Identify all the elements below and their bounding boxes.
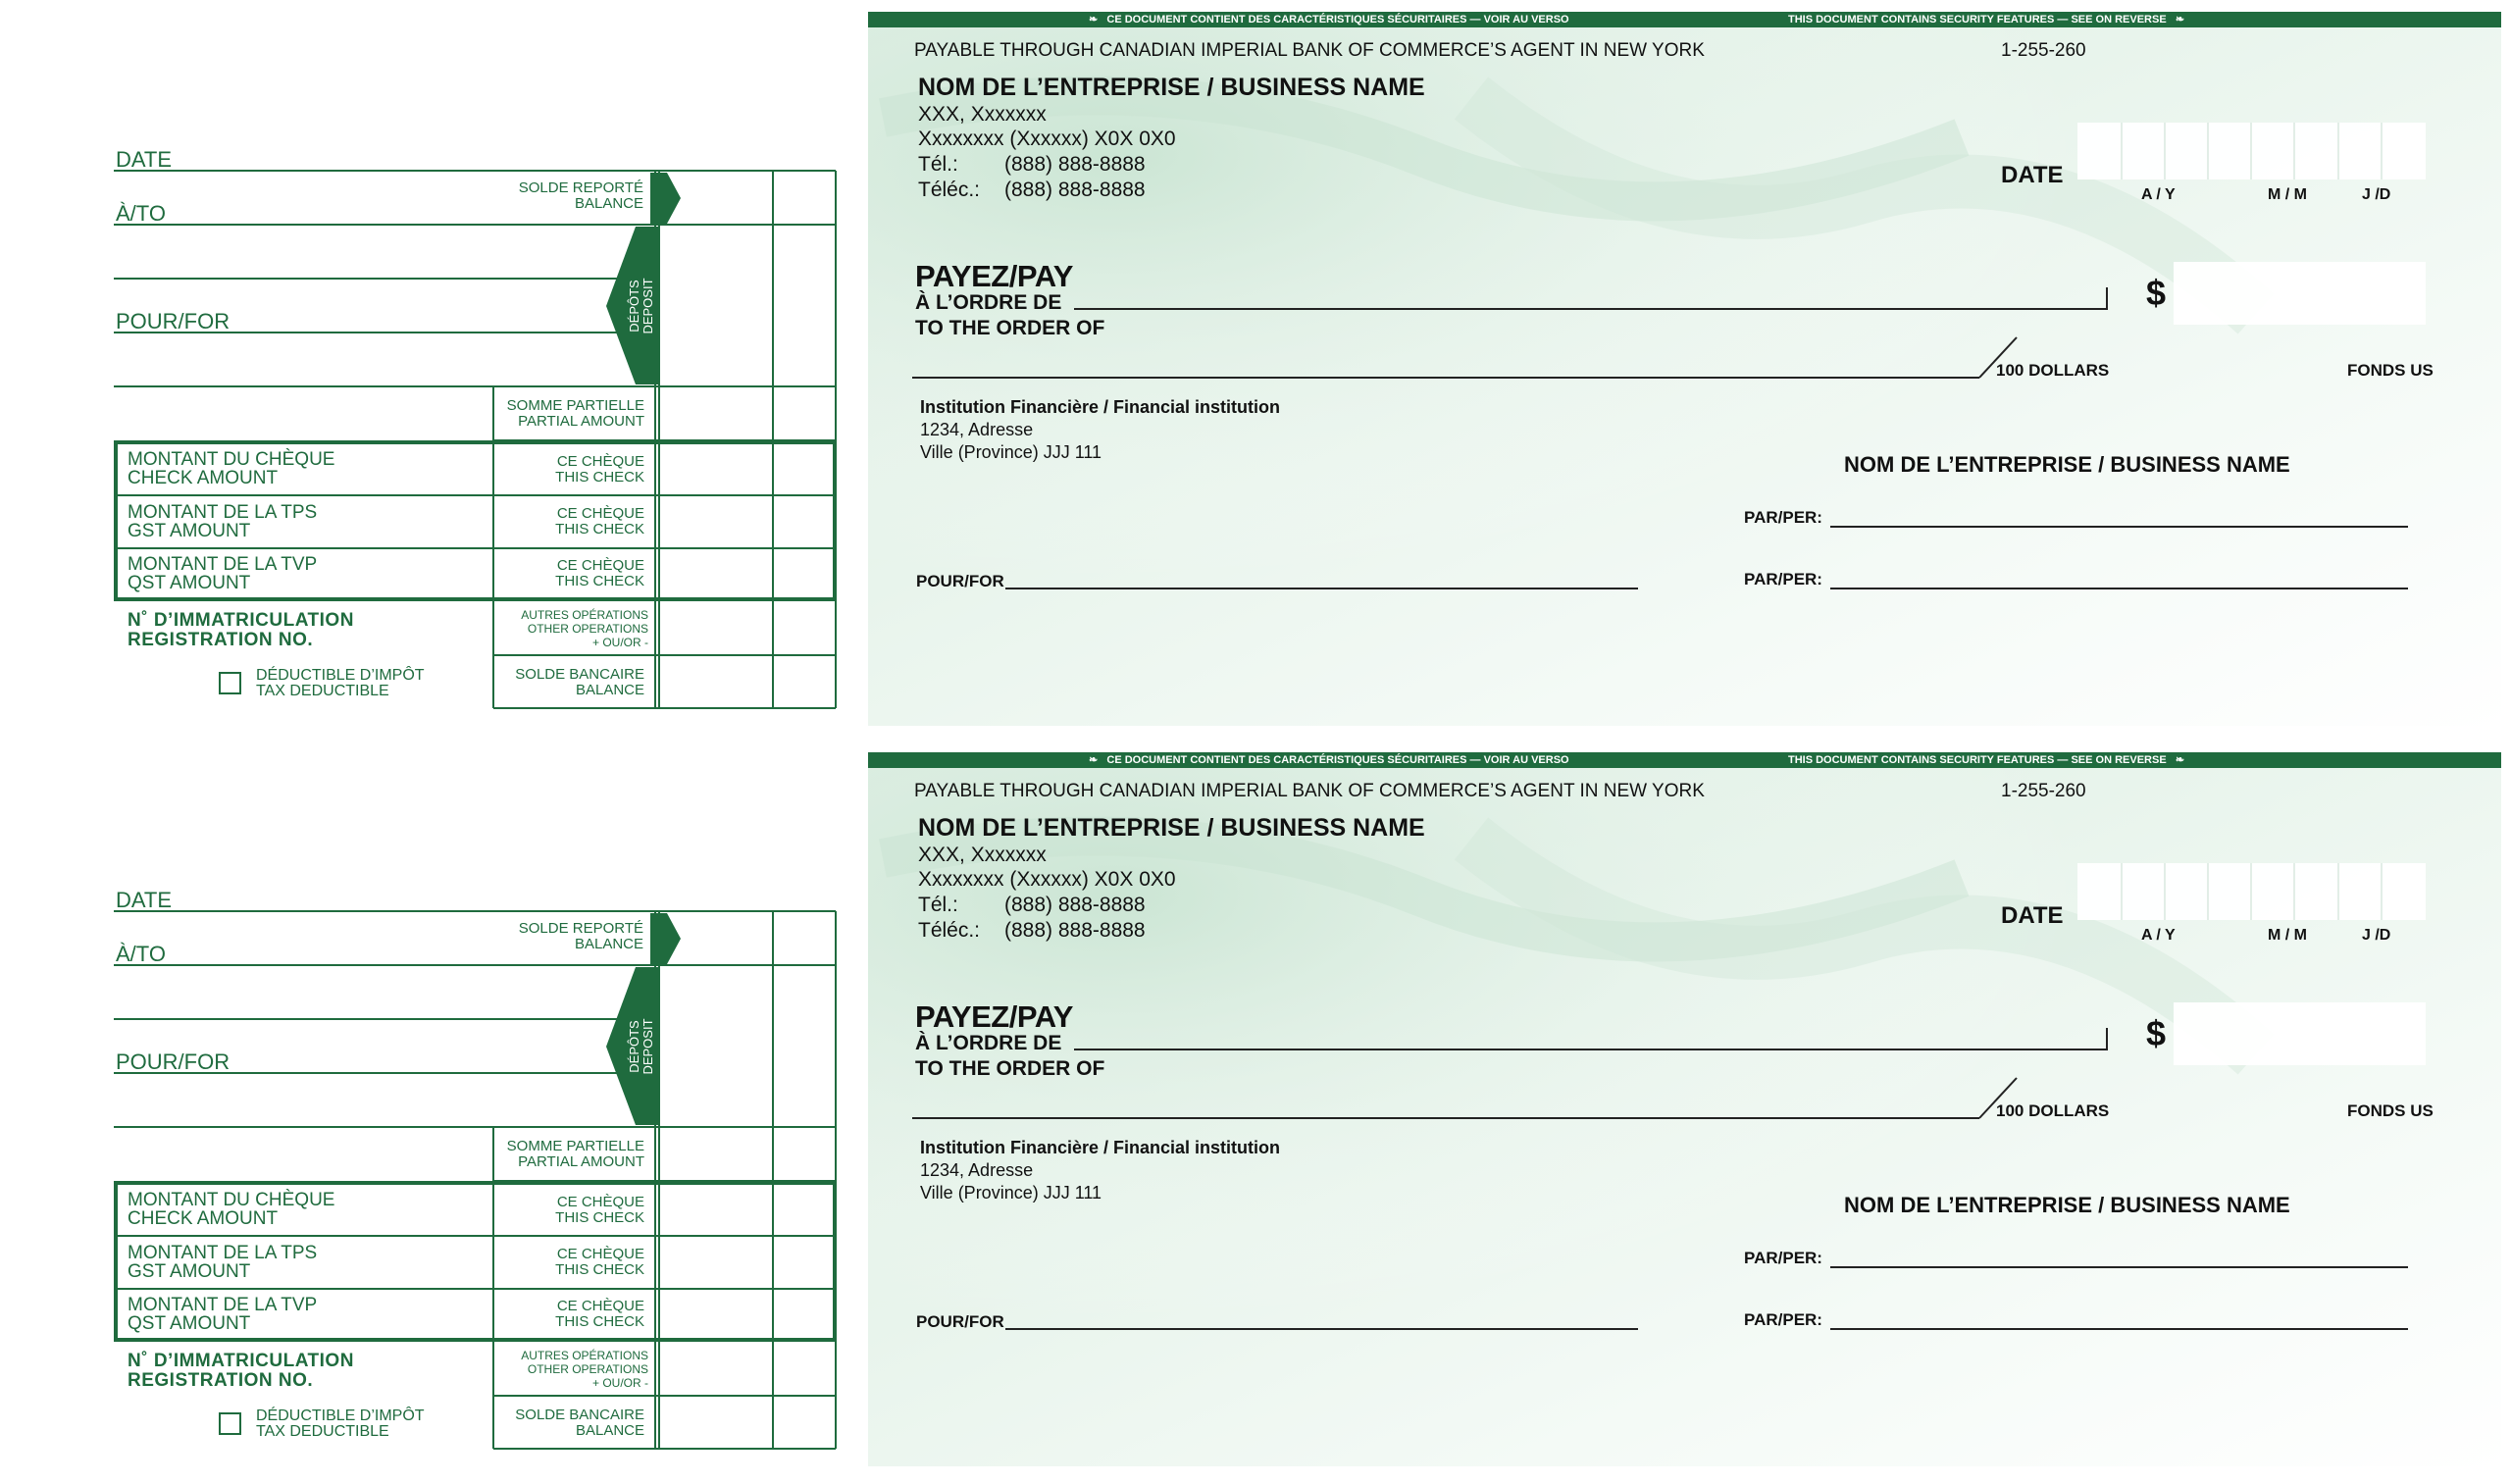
tax-deductible-label	[256, 668, 425, 699]
bank-balance-fr: SOLDE BANCAIRE	[515, 666, 644, 683]
partial-amount-fr: SOMME PARTIELLE	[506, 397, 644, 414]
business-address-2: Xxxxxxxx (Xxxxxx) X0X 0X0	[918, 868, 1176, 891]
date-day-label: J /D	[2362, 186, 2391, 203]
registration-en: REGISTRATION NO.	[128, 630, 314, 650]
signature-field-2[interactable]	[1830, 557, 2409, 588]
this-check-en: THIS CHECK	[555, 1209, 644, 1226]
business-address-2: Xxxxxxxx (Xxxxxx) X0X 0X0	[918, 128, 1176, 150]
stub-to-label: À/TO	[116, 201, 166, 226]
qst-amount-fr: MONTANT DE LA TVP	[128, 1295, 318, 1315]
registration-en: REGISTRATION NO.	[128, 1370, 314, 1391]
business-name: NOM DE L’ENTREPRISE / BUSINESS NAME	[918, 74, 1425, 101]
gst-amount-en: GST AMOUNT	[128, 1261, 251, 1282]
per-label-1: PAR/PER:	[1744, 508, 1822, 527]
balance-forward-en: BALANCE	[574, 195, 643, 212]
cheque-sheet	[0, 741, 2511, 1466]
currency-label: FONDS US	[2347, 361, 2434, 380]
this-check-fr: CE CHÈQUE	[556, 1246, 644, 1262]
amount-in-words-field[interactable]	[912, 1084, 1976, 1117]
check-amount-fr: MONTANT DU CHÈQUE	[128, 1190, 335, 1210]
this-check-label	[495, 1247, 644, 1278]
deposit-label	[628, 998, 655, 1096]
date-boxes[interactable]	[2077, 123, 2426, 179]
date-year-label: A / Y	[2141, 186, 2176, 203]
amount-box[interactable]	[2174, 262, 2426, 325]
gst-amount-en: GST AMOUNT	[128, 521, 251, 541]
check-amount-fr: MONTANT DU CHÈQUE	[128, 449, 335, 470]
business-fax: (888) 888-8888	[1004, 179, 1146, 201]
stub-for-label: POUR/FOR	[116, 309, 231, 333]
bank-balance-en: BALANCE	[575, 682, 644, 698]
order-of-fr: À L’ORDRE DE	[915, 291, 1062, 314]
this-check-en: THIS CHECK	[555, 521, 644, 537]
maple-leaf-icon: ❧	[2175, 14, 2185, 26]
tax-deductible-en: TAX DEDUCTIBLE	[256, 1423, 389, 1440]
gst-amount-fr: MONTANT DE LA TPS	[128, 502, 318, 523]
this-check-fr: CE CHÈQUE	[556, 1298, 644, 1314]
stub-date-label: DATE	[116, 888, 173, 912]
payee-field[interactable]	[1074, 1015, 2104, 1049]
balance-forward-fr: SOLDE REPORTÉ	[518, 179, 643, 196]
this-check-fr: CE CHÈQUE	[556, 1194, 644, 1210]
tax-deductible-en: TAX DEDUCTIBLE	[256, 683, 389, 699]
this-check-fr: CE CHÈQUE	[556, 453, 644, 470]
institution-city: Ville (Province) JJJ 111	[920, 1183, 1102, 1203]
maple-leaf-icon: ❧	[1089, 754, 1099, 766]
date-month-label: M / M	[2268, 927, 2307, 944]
deposit-label	[628, 257, 655, 355]
bank-balance-label	[495, 1407, 644, 1439]
amount-in-words-field[interactable]	[912, 343, 1976, 377]
this-check-label	[495, 558, 644, 589]
other-operations-fr: AUTRES OPÉRATIONS	[521, 1349, 648, 1362]
security-notice-fr-text: CE DOCUMENT CONTIENT DES CARACTÉRISTIQUES SÉCURITAIRES — VOIR AU VERSO	[1106, 754, 1569, 766]
security-notice-en	[1788, 13, 2184, 26]
qst-amount-label	[128, 1296, 317, 1333]
this-check-fr: CE CHÈQUE	[556, 505, 644, 522]
gst-amount-fr: MONTANT DE LA TPS	[128, 1243, 318, 1263]
this-check-label	[495, 1299, 644, 1330]
stub-for-label: POUR/FOR	[116, 1049, 231, 1074]
tax-deductible-fr: DÉDUCTIBLE D’IMPÔT	[256, 667, 425, 684]
memo-field[interactable]	[1005, 1298, 1638, 1329]
order-of-en: TO THE ORDER OF	[915, 317, 1105, 339]
partial-amount-label	[495, 398, 644, 430]
business-fax-label: Téléc.:	[918, 179, 981, 201]
tax-deductible-label	[256, 1408, 425, 1440]
stub-to-label: À/TO	[116, 942, 166, 966]
tax-deductible-checkbox[interactable]	[220, 673, 240, 693]
signature-business-name: NOM DE L’ENTREPRISE / BUSINESS NAME	[1844, 1193, 2290, 1217]
gst-amount-label	[128, 503, 317, 540]
qst-amount-en: QST AMOUNT	[128, 1313, 251, 1334]
this-check-en: THIS CHECK	[555, 469, 644, 486]
bank-balance-en: BALANCE	[575, 1422, 644, 1439]
business-phone-label: Tél.:	[918, 894, 958, 916]
signature-field-1[interactable]	[1830, 1236, 2409, 1267]
partial-amount-en: PARTIAL AMOUNT	[518, 413, 644, 430]
partial-amount-fr: SOMME PARTIELLE	[506, 1138, 644, 1154]
check-amount-label	[128, 1191, 334, 1228]
maple-leaf-icon: ❧	[1089, 14, 1099, 26]
payee-field[interactable]	[1074, 275, 2104, 308]
deposit-en: DEPOSIT	[641, 1018, 655, 1075]
business-name: NOM DE L’ENTREPRISE / BUSINESS NAME	[918, 814, 1425, 842]
business-address-1: XXX, Xxxxxxx	[918, 103, 1047, 126]
signature-field-2[interactable]	[1830, 1298, 2409, 1329]
this-check-label	[495, 1195, 644, 1226]
institution-name: Institution Financière / Financial institution	[920, 1138, 1281, 1157]
date-boxes[interactable]	[2077, 863, 2426, 920]
balance-forward-fr: SOLDE REPORTÉ	[518, 920, 643, 937]
per-label-2: PAR/PER:	[1744, 1310, 1822, 1329]
this-check-en: THIS CHECK	[555, 1261, 644, 1278]
security-notice-fr	[1089, 753, 1569, 767]
memo-field[interactable]	[1005, 557, 1638, 588]
balance-forward-en: BALANCE	[574, 936, 643, 952]
balance-arrow	[650, 173, 681, 224]
registration-fr: N˚ D’IMMATRICULATION	[128, 610, 354, 631]
security-notice-en-text: THIS DOCUMENT CONTAINS SECURITY FEATURES — SEE ON REVERSE	[1788, 14, 2167, 26]
institution-name: Institution Financière / Financial institution	[920, 397, 1281, 417]
business-fax: (888) 888-8888	[1004, 919, 1146, 942]
qst-amount-en: QST AMOUNT	[128, 573, 251, 593]
check-amount-en: CHECK AMOUNT	[128, 1208, 279, 1229]
bank-balance-label	[495, 667, 644, 698]
stub-date-label: DATE	[116, 147, 173, 172]
institution-city: Ville (Province) JJJ 111	[920, 442, 1102, 462]
hundred-dollars-label: 100 DOLLARS	[1996, 361, 2110, 380]
plus-or-minus: + OU/OR -	[591, 1376, 648, 1390]
date-day-label: J /D	[2362, 927, 2391, 944]
other-operations-label	[495, 608, 648, 649]
pay-label: PAYEZ/PAY	[915, 999, 1073, 1034]
business-phone: (888) 888-8888	[1004, 153, 1146, 176]
amount-box[interactable]	[2174, 1002, 2426, 1065]
other-operations-en: OTHER OPERATIONS	[527, 622, 648, 636]
cheque-sheet	[0, 0, 2511, 726]
balance-forward-label	[481, 921, 643, 952]
registration-label	[128, 1352, 354, 1391]
business-fax-label: Téléc.:	[918, 919, 981, 942]
business-phone: (888) 888-8888	[1004, 894, 1146, 916]
signature-business-name: NOM DE L’ENTREPRISE / BUSINESS NAME	[1844, 452, 2290, 477]
tax-deductible-checkbox[interactable]	[220, 1413, 240, 1434]
hundred-dollars-label: 100 DOLLARS	[1996, 1101, 2110, 1120]
bank-balance-fr: SOLDE BANCAIRE	[515, 1407, 644, 1423]
payable-through: PAYABLE THROUGH CANADIAN IMPERIAL BANK OF COMMERCE’S AGENT IN NEW YORK	[914, 781, 1705, 801]
this-check-label	[495, 454, 644, 486]
balance-forward-label	[481, 180, 643, 212]
registration-fr: N˚ D’IMMATRICULATION	[128, 1351, 354, 1371]
dollar-sign: $	[2146, 273, 2167, 313]
business-phone-label: Tél.:	[918, 153, 958, 176]
check-date-label: DATE	[2001, 902, 2064, 929]
institution-address: 1234, Adresse	[920, 420, 1034, 439]
other-operations-label	[495, 1349, 648, 1390]
deposit-en: DEPOSIT	[641, 278, 655, 334]
business-address-1: XXX, Xxxxxxx	[918, 844, 1047, 866]
plus-or-minus: + OU/OR -	[591, 636, 648, 649]
dollar-sign: $	[2146, 1013, 2167, 1053]
check-date-label: DATE	[2001, 162, 2064, 188]
balance-arrow	[650, 913, 681, 964]
institution-address: 1234, Adresse	[920, 1160, 1034, 1180]
this-check-label	[495, 506, 644, 537]
registration-label	[128, 611, 354, 650]
date-year-label: A / Y	[2141, 927, 2176, 944]
security-notice-fr	[1089, 13, 1569, 26]
payable-through: PAYABLE THROUGH CANADIAN IMPERIAL BANK OF COMMERCE’S AGENT IN NEW YORK	[914, 40, 1705, 61]
security-notice-en-text: THIS DOCUMENT CONTAINS SECURITY FEATURES — SEE ON REVERSE	[1788, 754, 2167, 766]
security-notice-en	[1788, 753, 2184, 767]
deposit-fr: DÉPÔTS	[627, 1020, 641, 1073]
maple-leaf-icon: ❧	[2175, 754, 2185, 766]
check-amount-en: CHECK AMOUNT	[128, 468, 279, 488]
per-label-1: PAR/PER:	[1744, 1249, 1822, 1267]
tax-deductible-fr: DÉDUCTIBLE D’IMPÔT	[256, 1407, 425, 1424]
currency-label: FONDS US	[2347, 1101, 2434, 1120]
check-amount-label	[128, 450, 334, 487]
this-check-fr: CE CHÈQUE	[556, 557, 644, 574]
qst-amount-fr: MONTANT DE LA TVP	[128, 554, 318, 575]
deposit-fr: DÉPÔTS	[627, 280, 641, 333]
other-operations-en: OTHER OPERATIONS	[527, 1362, 648, 1376]
partial-amount-en: PARTIAL AMOUNT	[518, 1153, 644, 1170]
memo-label: POUR/FOR	[916, 572, 1004, 590]
per-label-2: PAR/PER:	[1744, 570, 1822, 588]
memo-label: POUR/FOR	[916, 1312, 1004, 1331]
security-notice-fr-text: CE DOCUMENT CONTIENT DES CARACTÉRISTIQUES SÉCURITAIRES — VOIR AU VERSO	[1106, 14, 1569, 26]
order-of-fr: À L’ORDRE DE	[915, 1032, 1062, 1054]
this-check-en: THIS CHECK	[555, 1313, 644, 1330]
signature-field-1[interactable]	[1830, 495, 2409, 527]
gst-amount-label	[128, 1244, 317, 1281]
partial-amount-label	[495, 1139, 644, 1170]
routing-number: 1-255-260	[2001, 40, 2086, 61]
routing-number: 1-255-260	[2001, 781, 2086, 801]
this-check-en: THIS CHECK	[555, 573, 644, 589]
date-month-label: M / M	[2268, 186, 2307, 203]
order-of-en: TO THE ORDER OF	[915, 1057, 1105, 1080]
other-operations-fr: AUTRES OPÉRATIONS	[521, 608, 648, 622]
pay-label: PAYEZ/PAY	[915, 259, 1073, 293]
qst-amount-label	[128, 555, 317, 592]
